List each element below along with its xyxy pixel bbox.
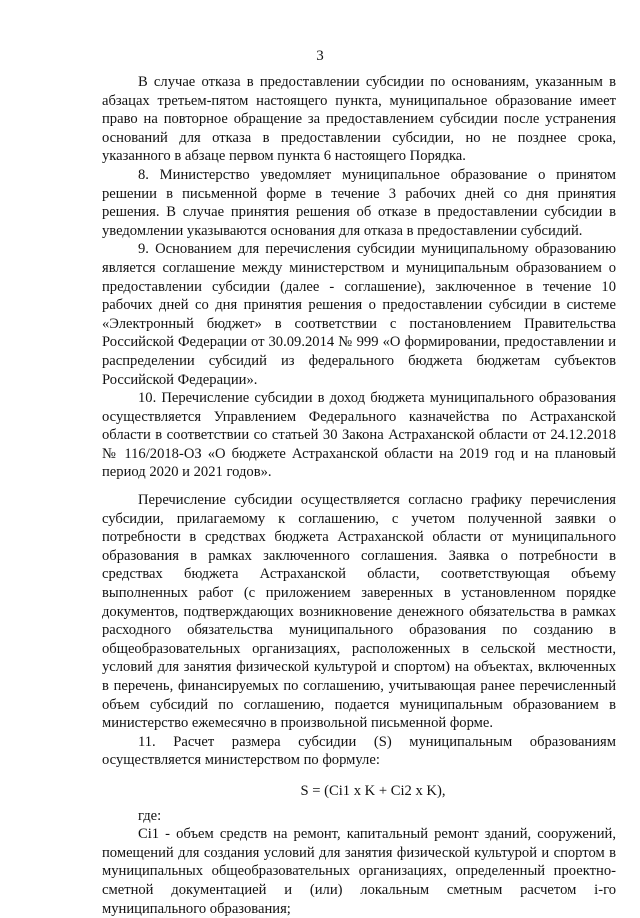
paragraph-item-8: 8. Министерство уведомляет муниципальное образование о принятом решении в письменной форме в течение 3 рабочих дней со дня принятия решения. В случае принятия решения об отказе в предоставлении субсидии в уведомлении указываются основания для отказа в предоставлении субсидий. xyxy=(102,166,616,239)
formula-where-label: где: xyxy=(138,807,162,824)
page-number: 3 xyxy=(316,48,324,64)
subsidy-formula: S = (Ci1 x K + Ci2 x K), xyxy=(300,782,446,799)
paragraph-item-11: 11. Расчет размера субсидии (S) муниципальным образованиям осуществляется министерством по формуле: xyxy=(102,733,616,769)
paragraph-item-9: 9. Основанием для перечисления субсидии муниципальному образованию является соглашение между министерством и муниципальным образованием о предоставлении субсидии (далее - соглашение), заключенное в течение 10 рабочих дней со дня принятия решения о предоставлении субсидии в системе «Электронный бюджет» в соответствии с постановлением Правительства Российской Федерации от 30.09.2014 № 999 «О формировании, предоставлении и распределении субсидий из федерального бюджета бюджетам субъектов Российской Федерации». xyxy=(102,241,616,388)
definition-ci1: Ci1 - объем средств на ремонт, капитальный ремонт зданий, сооружений, помещений для создания условий для занятия физической культурой и спортом в муниципальных общеобразовательных организациях, определенный проектно-сметной документацией и (или) локальным сметным расчетом i-го муниципального образования; xyxy=(102,826,616,917)
paragraph-refusal-reapply: В случае отказа в предоставлении субсидии по основаниям, указанным в абзацах третьем-пятом настоящего пункта, муниципальное образование имеет право на повторное обращение за предоставлением субсидии после устранения оснований для отказа в предоставлении субсидии, но не позднее срока, указанного в абзаце первом пункта 6 настоящего Порядка. xyxy=(102,74,616,165)
paragraph-transfer-schedule: Перечисление субсидии осуществляется согласно графику перечисления субсидии, прилагаемому к соглашению, с учетом полученной заявки о потребности в средствах бюджета Астраханской области от муниципального образования в рамках заключенного соглашения. Заявка о потребности в средствах бюджета Астраханской области, соответствующая объему выполненных работ (с приложением заверенных в установленном порядке документов, подтверждающих возникновение денежного обязательства в рамках расходного обязательства муниципального образования по созданию в общеобразовательных организациях, расположенных в сельской местности, условий для занятия физической культурой и спортом) на объектах, включенных в перечень, финансируемых по соглашению, учитывающая ранее перечисленный объем субсидий по соглашению, подается муниципальным образованием в министерство ежемесячно в произвольной письменной форме. xyxy=(102,492,616,732)
document-body xyxy=(102,73,616,918)
paragraph-item-10: 10. Перечисление субсидии в доход бюджета муниципального образования осуществляется Управлением Федерального казначейства по Астраханской области в соответствии со статьей 30 Закона Астраханской области от 24.12.2018 № 116/2018-ОЗ «О бюджете Астраханской области на 2019 год и на плановый период 2020 и 2021 годов». xyxy=(102,390,616,481)
